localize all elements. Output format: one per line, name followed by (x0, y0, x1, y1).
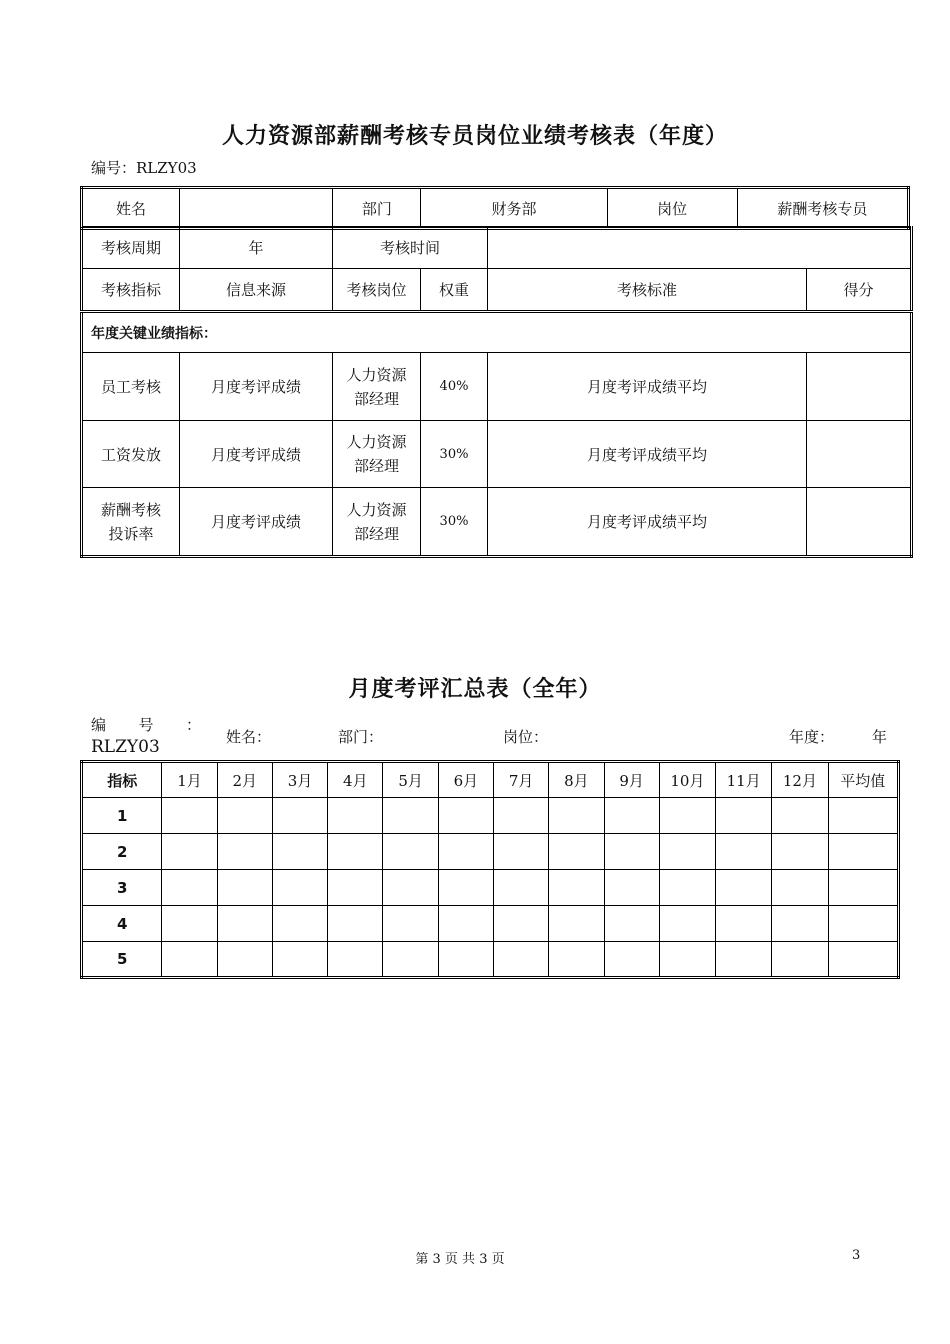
dept-label: 部门 (333, 188, 421, 229)
summary-cell[interactable] (162, 942, 217, 978)
summary-cell[interactable] (604, 942, 659, 978)
summary-cell[interactable] (383, 906, 438, 942)
form2-year-label: 年度： (789, 728, 835, 746)
summary-cell[interactable] (272, 870, 327, 906)
form1-code: 编号：RLZY03 (91, 159, 197, 177)
summary-cell[interactable] (716, 906, 772, 942)
row2-weight: 30% (421, 421, 488, 488)
col-month-1: 1月 (162, 762, 217, 798)
summary-cell[interactable] (549, 870, 604, 906)
summary-cell[interactable] (659, 942, 715, 978)
table-row (82, 798, 899, 834)
summary-cell[interactable] (828, 906, 898, 942)
col-average: 平均值 (828, 762, 898, 798)
col-standard: 考核标准 (488, 269, 807, 312)
col-weight: 权重 (421, 269, 488, 312)
table-row (82, 906, 899, 942)
summary-cell[interactable] (604, 834, 659, 870)
summary-cell[interactable] (328, 942, 383, 978)
summary-cell[interactable] (272, 798, 327, 834)
section-label: 年度关键业绩指标： (82, 312, 912, 353)
summary-cell[interactable] (659, 834, 715, 870)
summary-cell[interactable] (716, 942, 772, 978)
summary-cell[interactable] (272, 834, 327, 870)
row-index: 1 (82, 798, 162, 834)
summary-cell[interactable] (493, 834, 548, 870)
row-index: 3 (82, 870, 162, 906)
form2-name-label: 姓名： (226, 728, 272, 746)
summary-cell[interactable] (493, 798, 548, 834)
form2-post-label: 岗位： (503, 728, 549, 746)
summary-cell[interactable] (659, 798, 715, 834)
summary-cell[interactable] (659, 870, 715, 906)
col-month-3: 3月 (272, 762, 327, 798)
form1-main-table (80, 226, 913, 558)
col-month-12: 12月 (772, 762, 828, 798)
page-footer-text: 第 3 页 共 3 页 (415, 1252, 505, 1267)
row3-score[interactable] (807, 488, 912, 557)
row1-score[interactable] (807, 353, 912, 421)
row2-indicator: 工资发放 (82, 421, 180, 488)
summary-cell[interactable] (659, 906, 715, 942)
name-value[interactable] (180, 188, 333, 229)
row3-indicator: 薪酬考核投诉率 (82, 488, 180, 557)
col-month-6: 6月 (438, 762, 493, 798)
table-row (82, 834, 899, 870)
summary-cell[interactable] (604, 798, 659, 834)
summary-cell[interactable] (493, 942, 548, 978)
form2-year-suffix: 年 (872, 728, 888, 746)
row2-standard: 月度考评成绩平均 (488, 421, 807, 488)
period-label: 考核周期 (82, 227, 180, 269)
row-index: 4 (82, 906, 162, 942)
summary-cell[interactable] (438, 870, 493, 906)
post-label: 岗位 (607, 188, 737, 229)
post-value[interactable]: 薪酬考核专员 (737, 188, 908, 229)
summary-cell[interactable] (328, 798, 383, 834)
col-score: 得分 (807, 269, 912, 312)
summary-cell[interactable] (604, 870, 659, 906)
summary-cell[interactable] (716, 834, 772, 870)
col-indicator: 考核指标 (82, 269, 180, 312)
summary-cell[interactable] (217, 798, 272, 834)
summary-cell[interactable] (772, 870, 828, 906)
summary-cell[interactable] (383, 798, 438, 834)
row-index: 5 (82, 942, 162, 978)
row3-weight: 30% (421, 488, 488, 557)
summary-cell[interactable] (272, 906, 327, 942)
form1-title: 人力资源部薪酬考核专员岗位业绩考核表（年度） (221, 124, 728, 149)
form2-summary-table (80, 760, 900, 979)
summary-cell[interactable] (217, 834, 272, 870)
col-month-4: 4月 (328, 762, 383, 798)
summary-cell[interactable] (217, 906, 272, 942)
row1-post: 人力资源部经理 (333, 353, 421, 421)
dept-value[interactable]: 财务部 (421, 188, 607, 229)
form1-header-table (80, 186, 910, 230)
summary-cell[interactable] (438, 798, 493, 834)
summary-cell[interactable] (604, 906, 659, 942)
summary-cell[interactable] (716, 798, 772, 834)
row1-source: 月度考评成绩 (180, 353, 333, 421)
summary-cell[interactable] (328, 834, 383, 870)
row3-source: 月度考评成绩 (180, 488, 333, 557)
form2-code-label: 编号： (91, 716, 201, 734)
summary-cell[interactable] (383, 942, 438, 978)
col-month-8: 8月 (549, 762, 604, 798)
summary-cell[interactable] (772, 942, 828, 978)
form2-dept-label: 部门： (338, 728, 384, 746)
table-row (82, 942, 899, 978)
row2-score[interactable] (807, 421, 912, 488)
period-value[interactable]: 年 (180, 227, 333, 269)
col-indicator-head: 指标 (82, 762, 162, 798)
summary-cell[interactable] (383, 834, 438, 870)
summary-cell[interactable] (772, 798, 828, 834)
summary-cell[interactable] (438, 906, 493, 942)
col-month-2: 2月 (217, 762, 272, 798)
col-month-5: 5月 (383, 762, 438, 798)
summary-cell[interactable] (828, 942, 898, 978)
col-month-10: 10月 (659, 762, 715, 798)
summary-cell[interactable] (217, 942, 272, 978)
summary-cell[interactable] (549, 834, 604, 870)
summary-cell[interactable] (772, 834, 828, 870)
time-value[interactable] (488, 227, 912, 269)
summary-cell[interactable] (772, 906, 828, 942)
summary-cell[interactable] (716, 870, 772, 906)
summary-cell[interactable] (162, 798, 217, 834)
summary-cell[interactable] (272, 942, 327, 978)
summary-cell[interactable] (549, 942, 604, 978)
col-source: 信息来源 (180, 269, 333, 312)
summary-cell[interactable] (493, 870, 548, 906)
summary-cell[interactable] (383, 870, 438, 906)
summary-cell[interactable] (328, 870, 383, 906)
row1-standard: 月度考评成绩平均 (488, 353, 807, 421)
summary-cell[interactable] (828, 834, 898, 870)
row1-weight: 40% (421, 353, 488, 421)
time-label: 考核时间 (333, 227, 488, 269)
summary-cell[interactable] (438, 834, 493, 870)
summary-cell[interactable] (162, 906, 217, 942)
col-month-11: 11月 (716, 762, 772, 798)
name-label: 姓名 (82, 188, 180, 229)
summary-cell[interactable] (828, 798, 898, 834)
summary-cell[interactable] (162, 870, 217, 906)
row2-source: 月度考评成绩 (180, 421, 333, 488)
form2-code-value: RLZY03 (91, 737, 160, 757)
page-number: 3 (852, 1248, 861, 1263)
form2-title: 月度考评汇总表（全年） (348, 677, 602, 702)
table-row (82, 870, 899, 906)
summary-cell[interactable] (549, 798, 604, 834)
summary-cell[interactable] (493, 906, 548, 942)
row1-indicator: 员工考核 (82, 353, 180, 421)
summary-cell[interactable] (828, 870, 898, 906)
row3-standard: 月度考评成绩平均 (488, 488, 807, 557)
col-month-7: 7月 (493, 762, 548, 798)
col-post: 考核岗位 (333, 269, 421, 312)
summary-cell[interactable] (162, 834, 217, 870)
summary-cell[interactable] (549, 906, 604, 942)
row2-post: 人力资源部经理 (333, 421, 421, 488)
summary-cell[interactable] (217, 870, 272, 906)
row3-post: 人力资源部经理 (333, 488, 421, 557)
summary-cell[interactable] (438, 942, 493, 978)
summary-cell[interactable] (328, 906, 383, 942)
col-month-9: 9月 (604, 762, 659, 798)
row-index: 2 (82, 834, 162, 870)
